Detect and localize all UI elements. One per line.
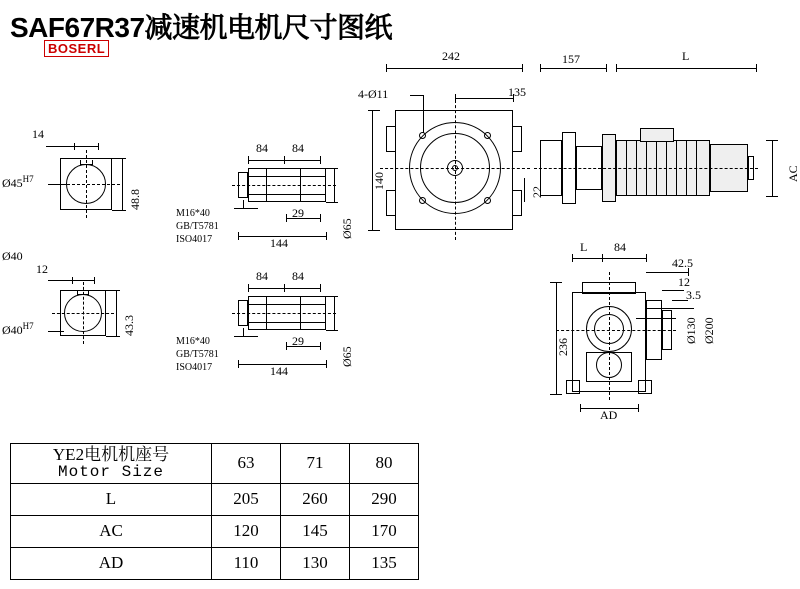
table-row-label-AC: AC: [11, 515, 212, 547]
dim-br-L: L: [580, 240, 588, 254]
dim-height-bottom: 43.3: [122, 315, 136, 336]
dim-shaft-top-total: 144: [270, 236, 288, 250]
table-row: [11, 547, 419, 579]
table-row: [11, 483, 419, 515]
dim-br-dia1: Ø130: [684, 317, 698, 344]
table-cell-AC-63: 120: [212, 515, 281, 547]
dim-br-d: 3.5: [686, 288, 701, 302]
table-cell-AD-63: 110: [212, 547, 281, 579]
dim-shaft-bottom-c: 29: [292, 334, 304, 348]
dim-key-width-bottom: 12: [36, 262, 48, 276]
dim-bore-note-top: Ø40: [2, 249, 23, 263]
table-row-header: [11, 444, 419, 484]
table-cell-L-80: 290: [350, 483, 419, 515]
table-row-label-AD: AD: [11, 547, 212, 579]
table-size-1: 71: [281, 444, 350, 484]
table-row-label-L: L: [11, 483, 212, 515]
dim-motor-L: L: [682, 49, 690, 63]
table-row: [11, 515, 419, 547]
dim-height-top: 48.8: [128, 189, 142, 210]
dim-small-22: 22: [530, 186, 544, 198]
dim-shaft-top-c: 29: [292, 206, 304, 220]
brand-logo: BOSERL: [44, 40, 109, 57]
dim-br-AD: AD: [600, 408, 618, 422]
note-std2-bottom: ISO4017: [176, 362, 213, 373]
motor-size-table: [10, 443, 419, 580]
dim-br-a: 84: [614, 240, 626, 254]
note-std1-top: GB/T5781: [176, 221, 219, 232]
table-cell-L-71: 260: [281, 483, 350, 515]
dim-br-b: 42.5: [672, 256, 693, 270]
table-cell-AC-80: 170: [350, 515, 419, 547]
dim-key-width-top: 14: [32, 127, 44, 141]
dim-motor-AC: AC: [786, 165, 800, 182]
table-cell-AD-71: 130: [281, 547, 350, 579]
table-header-label-cn: YE2电机机座号: [52, 445, 170, 464]
dim-bore-bottom: $Ø40^{H7}$: [2, 321, 34, 337]
page-title: SAF67R37减速机电机尺寸图纸: [10, 12, 393, 43]
dim-shaft-top-b: 84: [292, 141, 304, 155]
table-cell-AC-71: 145: [281, 515, 350, 547]
dim-width-inner: 135: [508, 85, 526, 99]
dim-width-total: 242: [442, 49, 460, 63]
table-header-label-en: Motor Size: [57, 462, 164, 481]
table-size-2: 80: [350, 444, 419, 484]
dim-motor-len: 157: [562, 52, 580, 66]
note-std1-bottom: GB/T5781: [176, 349, 219, 360]
note-holes: 4-Ø11: [358, 87, 389, 101]
table-size-0: 63: [212, 444, 281, 484]
dim-shaft-top-dia: Ø65: [340, 218, 354, 239]
dim-br-height: 236: [556, 338, 570, 356]
table-cell-AD-80: 135: [350, 547, 419, 579]
table-cell-L-63: 205: [212, 483, 281, 515]
table-header-label: [11, 444, 212, 484]
dim-br-c: 12: [678, 275, 690, 289]
dim-shaft-bottom-dia: Ø65: [340, 346, 354, 367]
dim-shaft-bottom-b: 84: [292, 269, 304, 283]
dim-br-dia2: Ø200: [702, 317, 716, 344]
dim-shaft-top-a: 84: [256, 141, 268, 155]
note-bolt-top: M16*40: [176, 208, 210, 219]
note-bolt-bottom: M16*40: [176, 336, 210, 347]
dim-shaft-bottom-a: 84: [256, 269, 268, 283]
dim-shaft-bottom-total: 144: [270, 364, 288, 378]
note-std2-top: ISO4017: [176, 234, 213, 245]
dim-bore-top: $Ø45^{H7}$: [2, 174, 34, 190]
dim-height-left: 140: [372, 172, 386, 190]
